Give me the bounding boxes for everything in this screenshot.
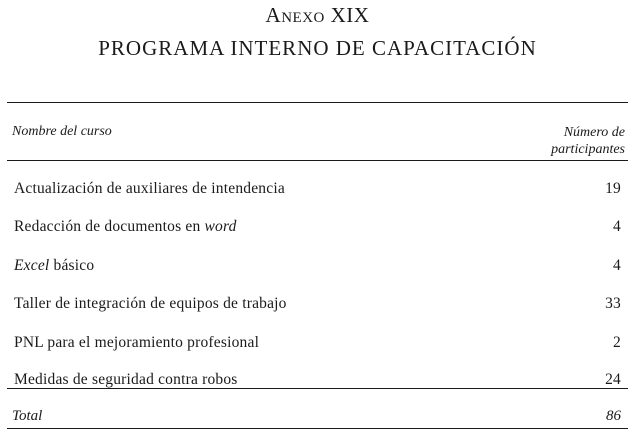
table-row [14, 257, 621, 277]
participant-count: 2 [613, 334, 621, 351]
table-row [14, 218, 621, 238]
table-row [14, 295, 621, 315]
annex-number: XIX [330, 3, 370, 27]
column-header-participants-line2: participantes [551, 142, 625, 157]
total-rule [7, 388, 628, 389]
course-name [14, 180, 285, 198]
course-name [14, 295, 287, 313]
total-label: Total [12, 408, 43, 424]
table-row [14, 334, 621, 354]
course-name-text: Redacción de documentos en [14, 218, 205, 235]
course-name-text: PNL para el mejoramiento profesional [14, 334, 260, 351]
total-row [12, 408, 621, 425]
course-name [14, 334, 259, 352]
course-name-italic: Excel [14, 257, 50, 274]
participant-count: 24 [605, 371, 621, 388]
course-name-text: Actualización de auxiliares de intendencia [14, 180, 285, 197]
course-name [14, 371, 238, 389]
header-rule [7, 160, 628, 161]
participant-count: 19 [605, 180, 621, 197]
participant-count: 4 [613, 257, 621, 274]
course-name [14, 257, 94, 275]
course-name-text: Taller de integración de equipos de trabajo [14, 295, 287, 312]
table-top-rule [7, 102, 628, 103]
course-name-text: Medidas de seguridad contra robos [14, 371, 238, 388]
document-title: PROGRAMA INTERNO DE CAPACITACIÓN [98, 36, 537, 60]
annex-heading [0, 3, 635, 28]
table-row [14, 180, 621, 200]
course-name-text-after: básico [49, 257, 95, 274]
column-header-participants-line1: Número de [563, 125, 625, 140]
column-header-course: Nombre del curso [12, 124, 112, 139]
course-name-italic: word [204, 218, 237, 235]
table-bottom-rule [7, 428, 628, 429]
course-name [14, 218, 237, 236]
column-header-participants [515, 124, 625, 158]
total-count: 86 [606, 408, 621, 424]
annex-word: Anexo [265, 3, 325, 27]
participant-count: 4 [613, 218, 621, 235]
participant-count: 33 [605, 295, 621, 312]
